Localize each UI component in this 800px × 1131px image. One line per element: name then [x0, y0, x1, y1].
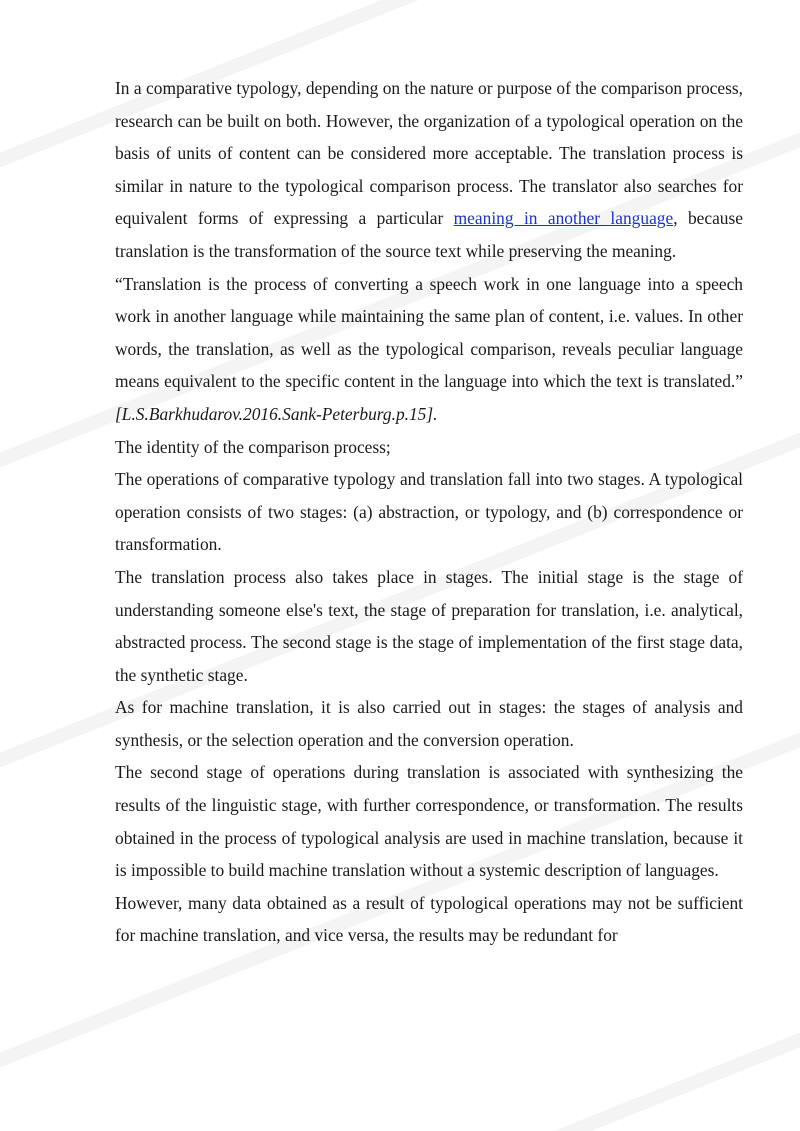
paragraph-identity-heading: The identity of the comparison process;	[115, 436, 391, 457]
quote-text: “Translation is the process of converting a speech work in one language into a speech work in another language while maintaining the same plan of content, i.e. values. In other words, the translation, as well as the typological comparison, reveals peculiar language means equivalent to the specific content in the language into which the text is translated.”	[115, 273, 743, 392]
paragraph-intro	[115, 72, 743, 268]
paragraph-intro-text-after: , because translation is the transformation of the source text while preserving the meaning.	[115, 208, 743, 261]
quote-citation: [L.S.Barkhudarov.2016.Sank-Peterburg.p.15].	[115, 403, 438, 424]
paragraph-quote	[115, 268, 743, 431]
document-body	[115, 72, 743, 952]
paragraph-machine-translation: As for machine translation, it is also carried out in stages: the stages of analysis and synthesis, or the selection operation and the conversion operation.	[115, 697, 743, 750]
paragraph-two-stages: The operations of comparative typology and translation fall into two stages. A typological operation consists of two stages: (a) abstraction, or typology, and (b) correspondence or transformation.	[115, 469, 743, 555]
paragraph-translation-stages: The translation process also takes place in stages. The initial stage is the stage of understanding someone else's text, the stage of preparation for translation, i.e. analytical, abstracted process. The second stage is the stage of implementation of the first stage data, the synthetic stage.	[115, 566, 743, 685]
paragraph-second-stage: The second stage of operations during translation is associated with synthesizing the results of the linguistic stage, with further correspondence, or transformation. The results obtained in the process of typological analysis are used in machine translation, because it is impossible to build machine translation without a systemic description of languages.	[115, 762, 743, 881]
paragraph-intro-text-before: In a comparative typology, depending on the nature or purpose of the comparison process, research can be built on both. However, the organization of a typological operation on the basis of units of content can be considered more acceptable. The translation process is similar in nature to the typological comparison process. The translator also searches for equivalent forms of expressing a particular	[115, 78, 743, 229]
meaning-in-another-language-link[interactable]: meaning in another language	[453, 208, 674, 229]
paragraph-however: However, many data obtained as a result of typological operations may not be sufficient for machine translation, and vice versa, the results may be redundant for	[115, 892, 743, 946]
